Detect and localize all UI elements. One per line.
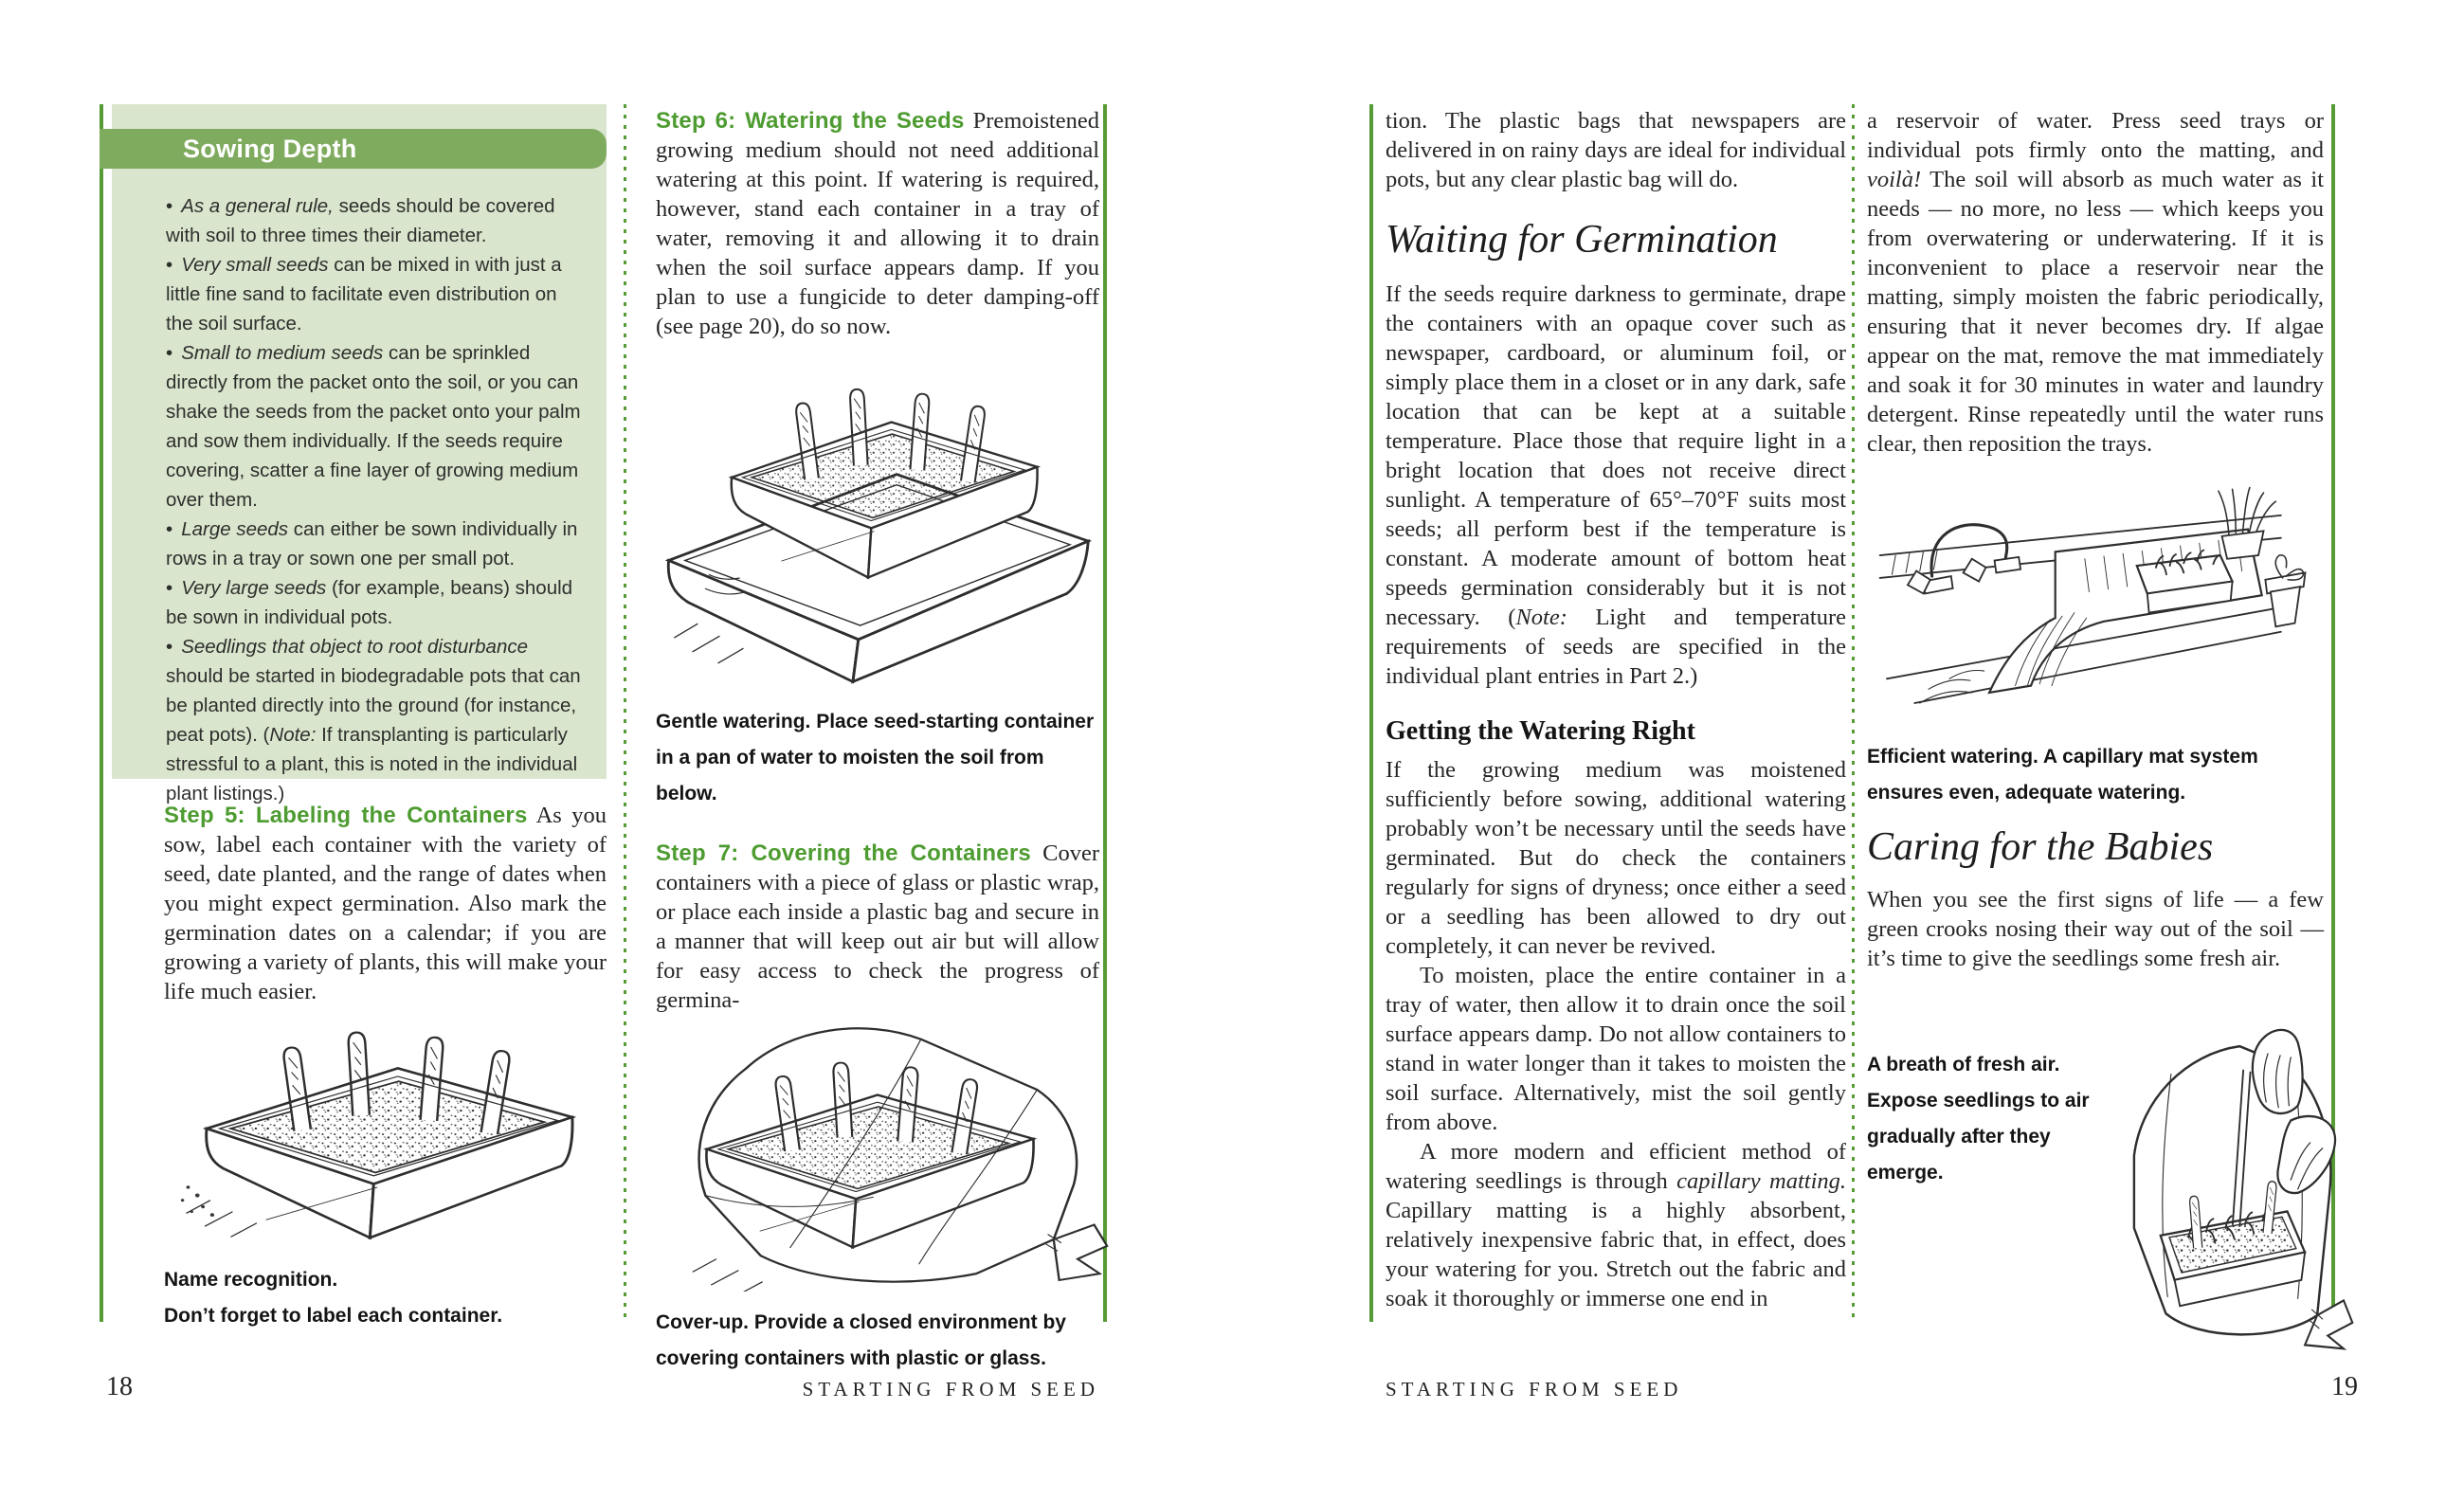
- text-run: Premoistened growing medium should not need additional watering at this point. If watering is required, however, stand each container in a tray of water, removing it and allowing it to drain when the soil surface appears damp. If you plan to use a fungicide to deter damping-off (see page 20), do so now.: [656, 108, 1099, 339]
- text-run: If the growing medium was moistened sufficiently before sowing, additional watering probably won’t be necessary until the seeds have germinated. But do check the containers regularly for signs of dryness; once either a seed or a seedling has been allowed to dry out completely, it can never be revived.: [1386, 757, 1846, 959]
- text-run: Step 7: Covering the Containers: [656, 840, 1031, 866]
- bullet-glyph: •: [166, 342, 173, 364]
- text-run: Provide a closed environment by covering containers with plastic or glass.: [656, 1311, 1066, 1369]
- text-run: tion. The plastic bags that newspapers are delivered in on rainy days are ideal for individual pots, but any clear plastic bag will do.: [1386, 108, 1846, 192]
- text-run: can be sprinkled directly from the packet onto the soil, or you can shake the seeds from the packet onto your palm and sow them individually. If the seeds require covering, scatter a fine layer of growing medium over them.: [166, 342, 581, 511]
- text-run: Don’t forget to label each container.: [164, 1305, 503, 1327]
- sidebar-title: Sowing Depth: [100, 129, 607, 169]
- caption-cover-up: [656, 1305, 1099, 1377]
- text-run: Step 6: Watering the Seeds: [656, 108, 965, 134]
- step5-paragraph: [164, 801, 607, 1006]
- left-col1: [164, 801, 607, 1334]
- text-run: If transplanting is particularly stressful to a plant, this is noted in the individual plant listings.): [166, 724, 578, 804]
- bullet-glyph: •: [166, 636, 173, 658]
- bullet-glyph: •: [166, 254, 173, 276]
- text-run: should be started in biodegradable pots that can be planted directly into the ground (for instance, peat pots). (: [166, 665, 581, 746]
- text-run: Cover containers with a piece of glass or plastic wrap, or place each inside a plastic bag and secure in a manner that will keep out air but will allow for easy access to check the progress of germina-: [656, 840, 1100, 1013]
- running-footer-right: STARTING FROM SEED: [1386, 1378, 1683, 1401]
- left-page-column-divider: [624, 104, 626, 1322]
- text-run: Very large seeds: [181, 577, 327, 599]
- bag-covered-tray-illustration: [652, 1015, 1113, 1292]
- left-col2: [656, 106, 1099, 1377]
- fresh-air-figure: [1867, 1022, 2324, 1383]
- text-run: Place seed-starting container in a pan of water to moisten the soil from below.: [656, 711, 1095, 804]
- left-page-left-rule: [100, 104, 103, 1322]
- heading-caring-for-babies: Caring for the Babies: [1867, 825, 2214, 869]
- text-run: Gentle watering.: [656, 711, 811, 732]
- text-run: Name recognition.: [164, 1269, 338, 1291]
- hands-opening-bag-illustration: [2083, 1009, 2356, 1362]
- text-run: To moisten, place the entire container in a tray of water, then allow it to drain once the soil surface appears damp. Do not allow containers to stand in water longer than it takes to moisten the soil surface. Alternatively, mist the soil gently from above.: [1386, 963, 1846, 1135]
- text-run: voilà!: [1867, 167, 1922, 192]
- sidebar-bullet: [166, 250, 584, 338]
- bullet-glyph: •: [166, 195, 173, 217]
- tray-in-water-pan-illustration: [658, 360, 1096, 687]
- bullet-glyph: •: [166, 577, 173, 599]
- text-run: A capillary mat system ensures even, adequate watering.: [1867, 746, 2258, 804]
- text-run: Seedlings that object to root disturbance: [181, 636, 529, 658]
- text-run: Efficient watering.: [1867, 746, 2038, 768]
- text-run: Large seeds: [181, 518, 289, 540]
- capillary-mat-sink-illustration: [1876, 472, 2310, 724]
- caption-efficient-watering: [1867, 739, 2324, 811]
- text-run: Small to medium seeds: [181, 342, 384, 364]
- watering-paragraph-3: [1386, 1137, 1846, 1313]
- text-run: When you see the first signs of life — a few green crooks nosing their way out of the soil — it’s time to give the seedlings some fresh air.: [1867, 887, 2324, 971]
- text-run: Expose seedlings to air gradually after they emerge.: [1867, 1090, 2090, 1184]
- step7-paragraph: [656, 839, 1099, 1015]
- page-number-left: 18: [106, 1372, 133, 1401]
- text-run: a reservoir of water. Press seed trays or individual pots firmly onto the matting, and: [1867, 108, 2324, 163]
- reservoir-paragraph: [1867, 106, 2324, 459]
- sidebar-bullet-list: [112, 104, 607, 808]
- watering-paragraph-1: [1386, 755, 1846, 961]
- page-number-right: 19: [2331, 1372, 2358, 1401]
- text-run: A breath of fresh air.: [1867, 1054, 2060, 1075]
- text-run: The soil will absorb as much water as it needs — no more, no less — which keeps you from overwatering or underwatering. If it is inconvenient to place a reservoir near the matting, simply moisten the fabric periodically, ensuring that it never becomes dry. If algae appear on the mat, remove the mat immediately and soak it for 30 minutes in water and laundry detergent. Rinse repeatedly until the water runs clear, then reposition the trays.: [1867, 167, 2324, 457]
- right-page-left-rule: [1369, 104, 1373, 1322]
- text-run: Note:: [1515, 605, 1567, 630]
- sidebar-bullet: [166, 573, 584, 632]
- text-run: Step 5: Labeling the Containers: [164, 803, 528, 828]
- watering-paragraph-2: [1386, 961, 1846, 1137]
- sidebar-bullet: [166, 632, 584, 808]
- text-run: Capillary matting is a highly absorbent, relatively inexpensive fabric that, in effect, does your watering for you. Stretch out the fabric and soak it thoroughly or immerse one end in: [1386, 1198, 1846, 1311]
- caption-breath-of-fresh-air: [1867, 1047, 2093, 1191]
- caring-paragraph: [1867, 885, 2324, 973]
- heading-getting-watering-right: Getting the Watering Right: [1386, 716, 1695, 746]
- bullet-glyph: •: [166, 518, 173, 540]
- text-run: seeds should be covered with soil to three times their diameter.: [166, 195, 555, 246]
- text-run: Light and temperature requirements of seeds are specified in the individual plant entries in Part 2.): [1386, 605, 1846, 689]
- continuation-paragraph: [1386, 106, 1846, 194]
- text-run: Note:: [269, 724, 317, 746]
- sidebar-bullet: [166, 338, 584, 515]
- step6-paragraph: [656, 106, 1099, 341]
- text-run: As a general rule,: [181, 195, 334, 217]
- caption-gentle-watering: [656, 704, 1099, 812]
- right-col2: [1867, 106, 2324, 1383]
- sidebar-bullet: [166, 515, 584, 573]
- caption-name-recognition: [164, 1262, 607, 1334]
- running-footer-left: STARTING FROM SEED: [802, 1378, 1099, 1401]
- heading-waiting-for-germination: Waiting for Germination: [1386, 218, 1778, 262]
- right-page-column-divider: [1852, 104, 1855, 1322]
- text-run: can be mixed in with just a little fine sand to facilitate even distribution on the soil surface.: [166, 254, 562, 334]
- text-run: can either be sown individually in rows in a tray or sown one per small pot.: [166, 518, 578, 569]
- text-run: A more modern and efficient method of watering seedlings is through: [1386, 1139, 1846, 1194]
- text-run: Very small seeds: [181, 254, 329, 276]
- text-run: Cover-up.: [656, 1311, 750, 1333]
- text-run: (for example, beans) should be sown in individual pots.: [166, 577, 573, 628]
- sowing-depth-box: [112, 104, 607, 804]
- labeled-seed-tray-illustration: [164, 1006, 609, 1251]
- right-col1: [1386, 106, 1846, 1313]
- sidebar-bullet: [166, 191, 584, 250]
- waiting-paragraph: [1386, 280, 1846, 691]
- text-run: As you sow, label each container with the variety of seed, date planted, and the range of dates when you might expect germination. Also mark the germination dates on a calendar; if you are growing a variety of plants, this will make your life much easier.: [164, 803, 607, 1004]
- text-run: capillary matting.: [1676, 1168, 1847, 1194]
- text-run: If the seeds require darkness to germinate, drape the containers with an opaque cover such as newspaper, cardboard, or aluminum foil, or simply place them in a closet or in any dark, safe location that can be kept at a suitable temperature. Place those that require light in a bright location that does not receive direct sunlight. A temperature of 65°–70°F suits most seeds; all perform best if the temperature is constant. A moderate amount of bottom heat speeds germination considerably but it is not necessary. (: [1386, 281, 1846, 630]
